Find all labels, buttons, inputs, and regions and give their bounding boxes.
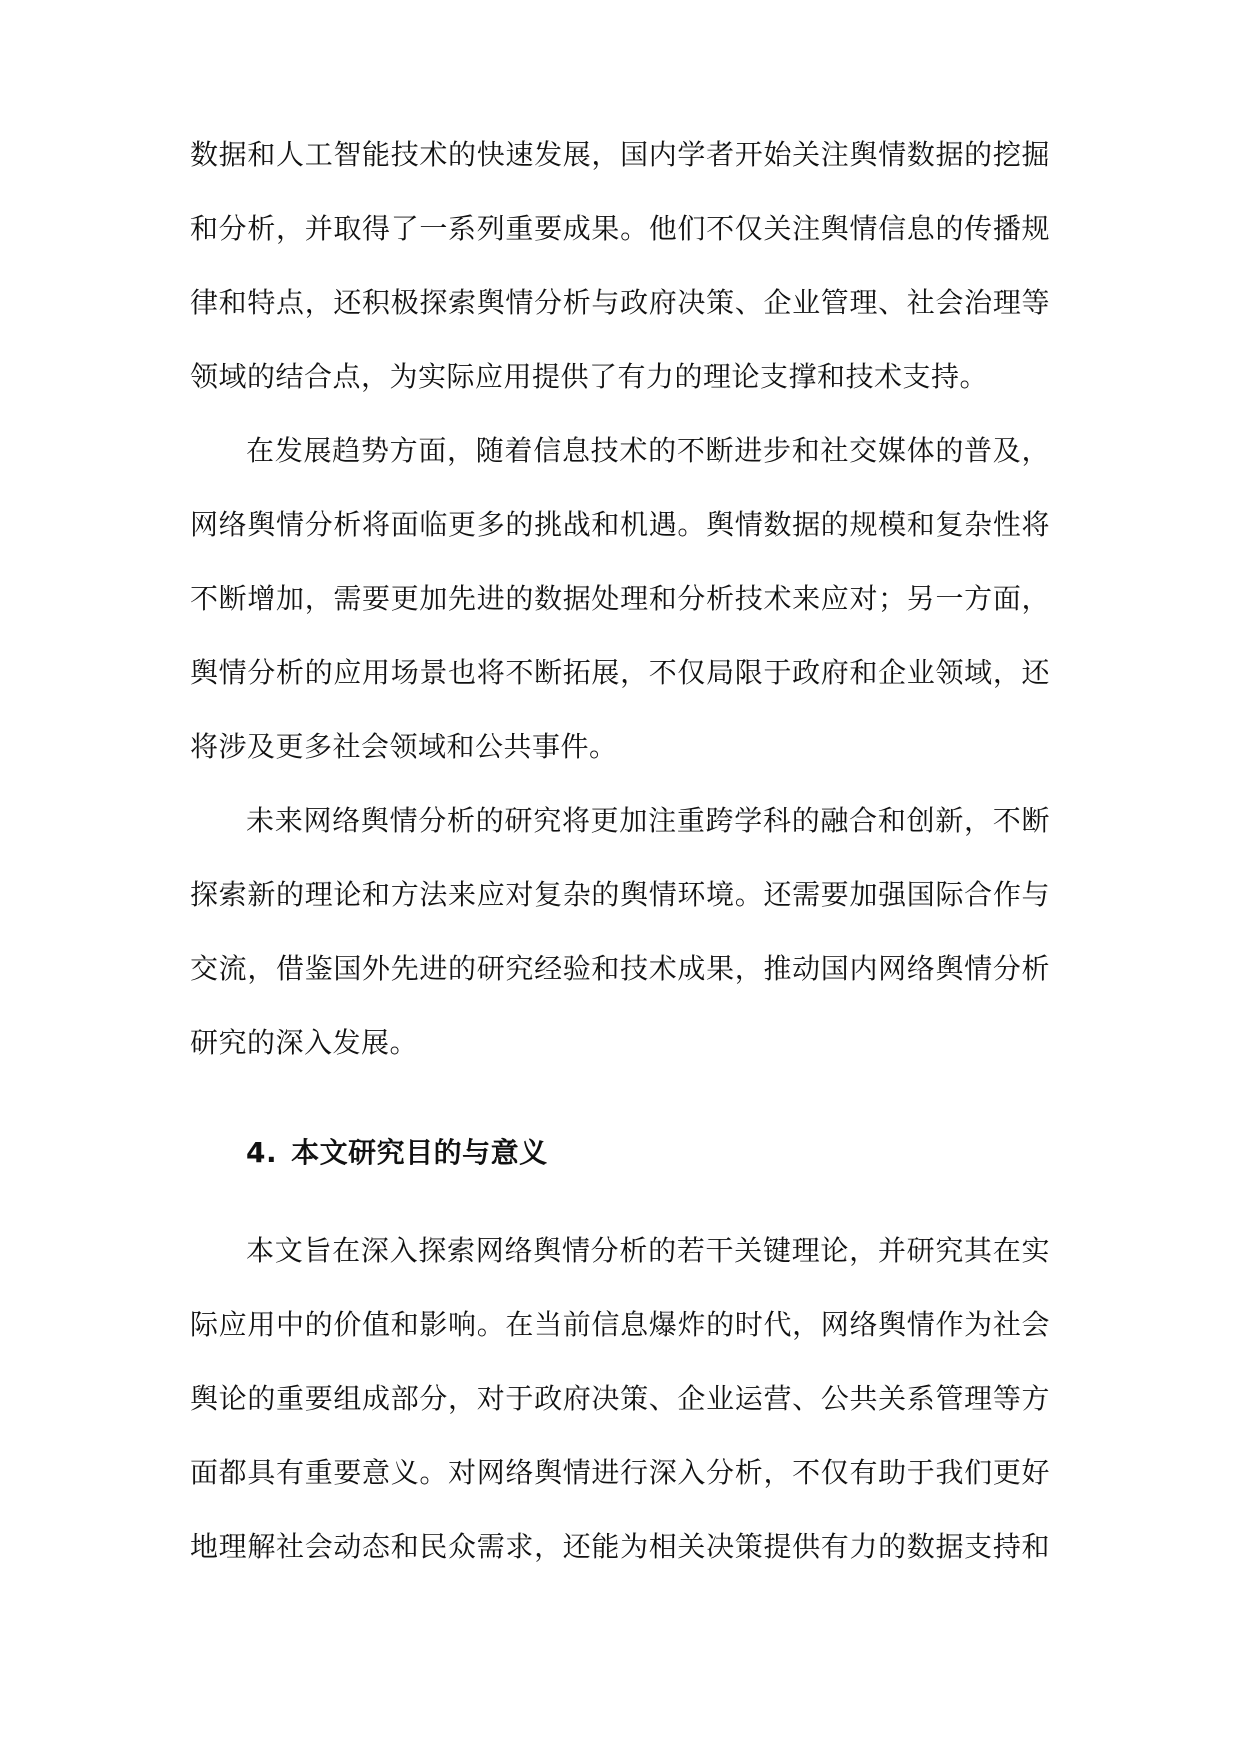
paragraph-2-line-5: 将涉及更多社会领域和公共事件。 [190,730,618,763]
paragraph-3-line-3: 交流，借鉴国外先进的研究经验和技术成果，推动国内网络舆情分析 [190,952,1050,985]
paragraph-4-line-4: 面都具有重要意义。对网络舆情进行深入分析，不仅有助于我们更好 [190,1456,1050,1489]
paragraph-1-line-1: 数据和人工智能技术的快速发展，国内学者开始关注舆情数据的挖掘 [190,138,1050,171]
section-heading-number: 4. [246,1136,278,1169]
paragraph-1-line-2: 和分析，并取得了一系列重要成果。他们不仅关注舆情信息的传播规 [190,212,1050,245]
paragraph-1-line-4: 领域的结合点，为实际应用提供了有力的理论支撑和技术支持。 [190,360,989,393]
paragraph-1-line-3: 律和特点，还积极探索舆情分析与政府决策、企业管理、社会治理等 [190,286,1050,319]
paragraph-3-line-4: 研究的深入发展。 [190,1026,419,1059]
paragraph-2-line-3: 不断增加，需要更加先进的数据处理和分析技术来应对；另一方面， [190,582,1050,615]
paragraph-2-line-1: 在发展趋势方面，随着信息技术的不断进步和社交媒体的普及， [246,434,1050,467]
paragraph-2 [190,414,1050,784]
paragraph-4 [190,1214,1050,1584]
paragraph-4-line-3: 舆论的重要组成部分，对于政府决策、企业运营、公共关系管理等方 [190,1382,1050,1415]
section-heading-title: 本文研究目的与意义 [291,1136,548,1169]
paragraph-2-line-2: 网络舆情分析将面临更多的挑战和机遇。舆情数据的规模和复杂性将 [190,508,1050,541]
paragraph-3 [190,784,1050,1080]
paragraph-4-line-5: 地理解社会动态和民众需求，还能为相关决策提供有力的数据支持和 [190,1530,1050,1563]
paragraph-2-line-4: 舆情分析的应用场景也将不断拓展，不仅局限于政府和企业领域，还 [190,656,1050,689]
paragraph-1 [190,118,1050,414]
paragraph-3-line-2: 探索新的理论和方法来应对复杂的舆情环境。还需要加强国际合作与 [190,878,1050,911]
paragraph-4-line-2: 际应用中的价值和影响。在当前信息爆炸的时代，网络舆情作为社会 [190,1308,1050,1341]
paragraph-3-line-1: 未来网络舆情分析的研究将更加注重跨学科的融合和创新，不断 [246,804,1050,837]
paragraph-4-line-1: 本文旨在深入探索网络舆情分析的若干关键理论，并研究其在实 [246,1234,1050,1267]
section-heading [246,1116,548,1190]
